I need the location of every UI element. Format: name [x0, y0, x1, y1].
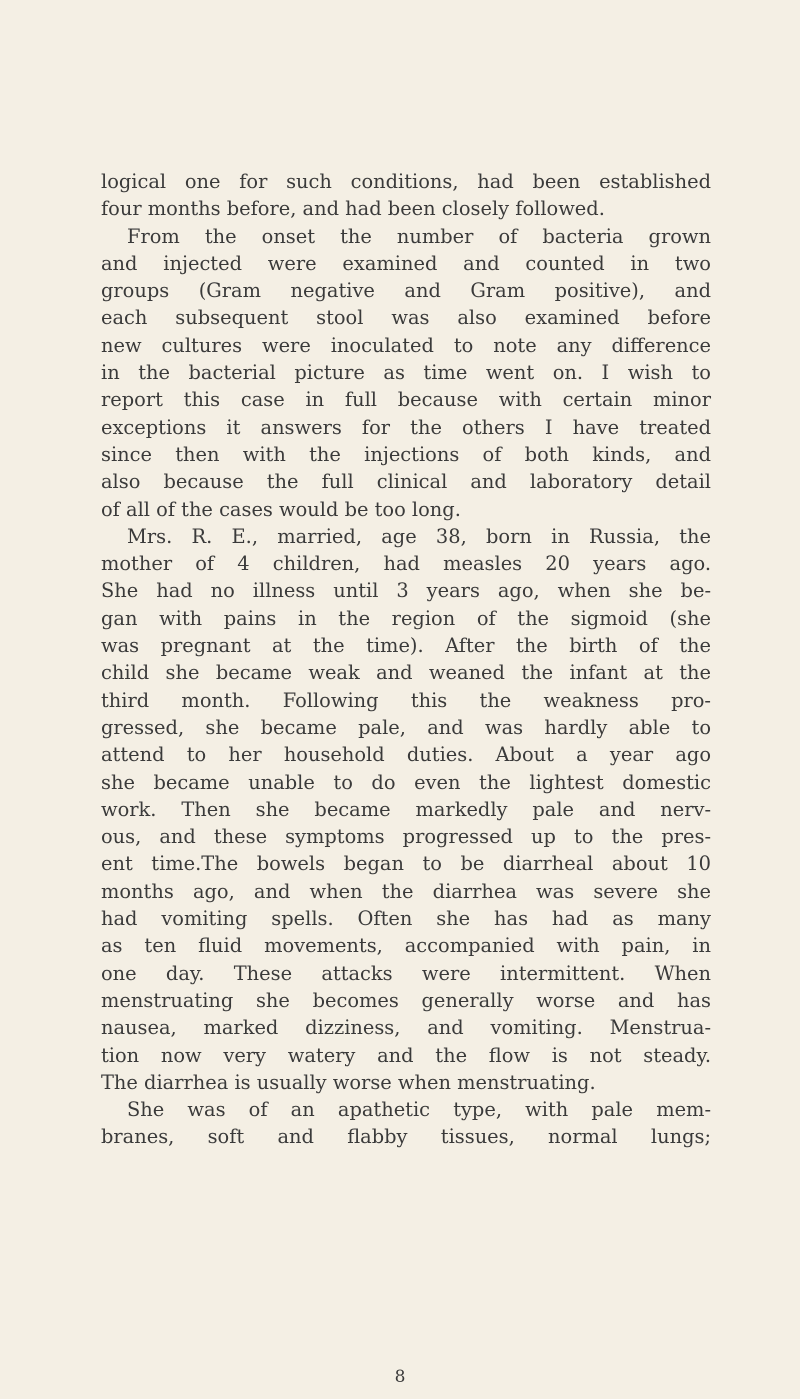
text-line: exceptions it answers for the others I have treated	[101, 415, 711, 439]
body-text	[101, 168, 711, 1151]
text-line: report this case in full because with certain minor	[101, 388, 711, 412]
text-line: She was of an apathetic type, with pale mem-	[127, 1098, 711, 1122]
text-line: ent time.The bowels began to be diarrheal about 10	[101, 852, 711, 876]
text-line: work. Then she became markedly pale and nerv-	[101, 797, 711, 821]
text-line: child she became weak and weaned the infant at the	[101, 661, 711, 685]
text-line: groups (Gram negative and Gram positive), and	[101, 279, 711, 303]
text-line: four months before, and had been closely followed.	[101, 197, 605, 221]
text-line: attend to her household duties. About a year ago	[101, 743, 711, 767]
text-line: logical one for such conditions, had been established	[101, 170, 711, 193]
text-line: She had no illness until 3 years ago, when she be-	[101, 579, 711, 603]
text-line: of all of the cases would be too long.	[101, 497, 461, 521]
text-line: she became unable to do even the lightest domestic	[101, 770, 711, 794]
text-line: The diarrhea is usually worse when menstruating.	[101, 1070, 596, 1094]
text-line: also because the full clinical and laboratory detail	[101, 470, 711, 494]
text-line: branes, soft and flabby tissues, normal lungs;	[101, 1125, 711, 1149]
text-line: each subsequent stool was also examined before	[101, 306, 711, 330]
text-line: nausea, marked dizziness, and vomiting. Menstrua-	[101, 1016, 711, 1040]
text-line: months ago, and when the diarrhea was severe she	[101, 879, 711, 903]
text-line: new cultures were inoculated to note any difference	[101, 333, 711, 357]
text-line: gan with pains in the region of the sigmoid (she	[101, 606, 711, 630]
text-line: and injected were examined and counted in two	[101, 251, 711, 275]
text-line: third month. Following this the weakness pro-	[101, 688, 711, 712]
text-line: gressed, she became pale, and was hardly able to	[101, 715, 711, 739]
text-line: since then with the injections of both kinds, and	[101, 442, 711, 466]
text-line: ous, and these symptoms progressed up to the pres-	[101, 825, 711, 849]
text-line: From the onset the number of bacteria grown	[127, 224, 711, 248]
text-line: as ten fluid movements, accompanied with pain, in	[101, 934, 711, 958]
text-line: one day. These attacks were intermittent. When	[101, 961, 711, 985]
text-line: mother of 4 children, had measles 20 years ago.	[101, 552, 711, 576]
text-line: in the bacterial picture as time went on. I wish to	[101, 361, 711, 385]
text-line: menstruating she becomes generally worse and has	[101, 988, 711, 1012]
text-line: tion now very watery and the flow is not steady.	[101, 1043, 711, 1067]
text-line: Mrs. R. E., married, age 38, born in Russia, the	[127, 524, 711, 548]
text-line: had vomiting spells. Often she has had as many	[101, 907, 711, 931]
text-line: was pregnant at the time). After the birth of the	[101, 634, 711, 658]
page-number: 8	[394, 1367, 406, 1387]
